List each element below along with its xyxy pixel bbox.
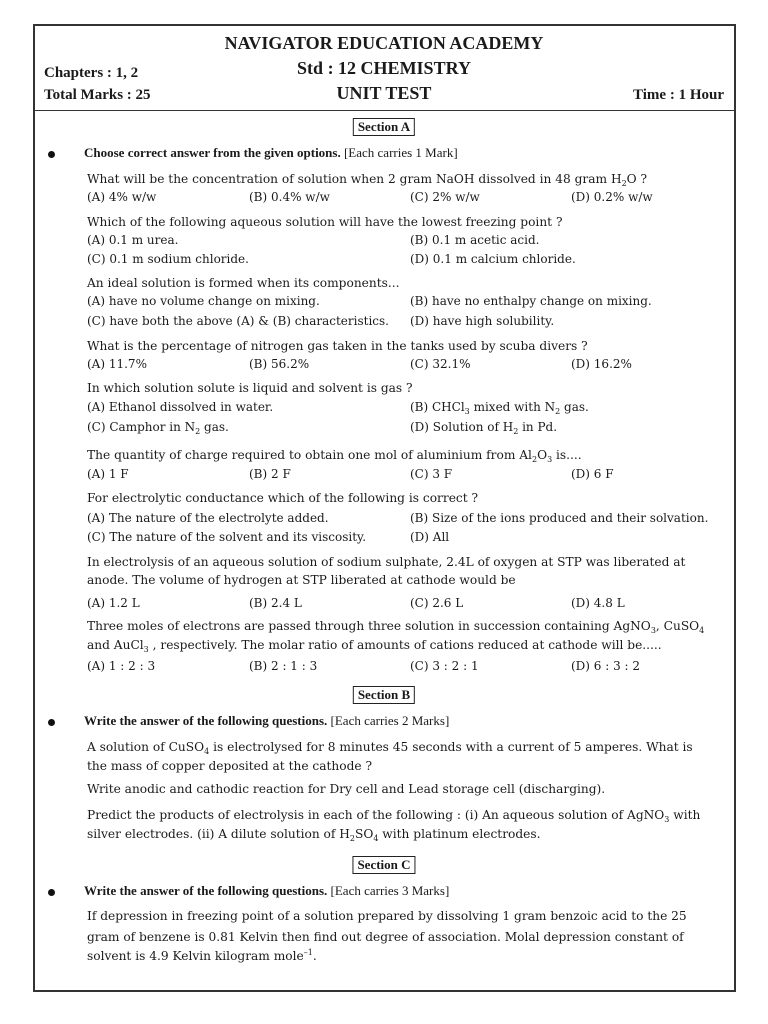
section-b-question-3-line-2: silver electrodes. (ii) A dilute solution of $H_2SO_4$ with platinum electrodes. <box>87 827 541 843</box>
option: (C) have both the above (A) & (B) characteristics. <box>87 314 389 328</box>
option: (C) 32.1% <box>410 357 471 371</box>
option: (B) Size of the ions produced and their solvation. <box>410 511 709 525</box>
section-b-question-1-line-2: the mass of copper deposited at the cathode ? <box>87 759 373 773</box>
option: (D) 0.2% w/w <box>571 190 653 204</box>
time-label: Time : 1 Hour <box>633 87 724 103</box>
option: (A) 1 : 2 : 3 <box>87 659 156 673</box>
question-6: The quantity of charge required to obtain one mol of aluminium from $Al_2O_3$ is.... <box>87 448 582 464</box>
question-5: In which solution solute is liquid and solvent is gas ? <box>87 381 413 395</box>
option: (A) Ethanol dissolved in water. <box>87 400 274 414</box>
option: (C) 0.1 m sodium chloride. <box>87 252 249 266</box>
section-c-title: Section C <box>352 856 415 874</box>
total-marks-label: Total Marks : 25 <box>44 87 151 103</box>
question-4: What is the percentage of nitrogen gas taken in the tanks used by scuba divers ? <box>87 339 588 353</box>
option: (C) 2.6 L <box>410 596 464 610</box>
test-title: UNIT TEST <box>336 83 432 103</box>
option: (D) 6 F <box>571 467 614 481</box>
question-3: An ideal solution is formed when its components... <box>87 276 400 290</box>
section-b-instruction: Write the answer of the following questions. [Each carries 2 Marks] <box>84 713 450 728</box>
option: (D) 6 : 3 : 2 <box>571 659 641 673</box>
section-c-question-1-line-3: solvent is 4.9 Kelvin kilogram mole$^{-1}$. <box>87 948 317 963</box>
section-a-title: Section A <box>353 118 415 136</box>
option: (A) 11.7% <box>87 357 147 371</box>
option: (B) 2 F <box>249 467 291 481</box>
bullet-icon <box>48 889 55 896</box>
section-c-question-1-line-1: If depression in freezing point of a solution prepared by dissolving 1 gram benzoic acid to the 25 <box>87 909 687 923</box>
section-c-question-1-line-2: gram of benzene is 0.81 Kelvin then find out degree of association. Molal depression constant of <box>87 930 684 944</box>
question-1: What will be the concentration of solution when 2 gram NaOH dissolved in 48 gram $H_2O$ ? <box>87 172 648 188</box>
option: (D) Solution of $H_2$ in Pd. <box>410 420 558 436</box>
option: (B) 2.4 L <box>249 596 302 610</box>
option: (B) 2 : 1 : 3 <box>249 659 318 673</box>
option: (D) All <box>410 530 450 544</box>
chapters-label: Chapters : 1, 2 <box>44 65 139 81</box>
option: (D) 4.8 L <box>571 596 625 610</box>
section-b-question-1-line-1: A solution of CuSO$_4$ is electrolysed for 8 minutes 45 seconds with a current of 5 amperes. What is <box>87 740 693 756</box>
option: (D) 0.1 m calcium chloride. <box>410 252 576 266</box>
option: (D) 16.2% <box>571 357 632 371</box>
section-b-title: Section B <box>353 686 415 704</box>
option: (A) The nature of the electrolyte added. <box>87 511 329 525</box>
option: (A) 1 F <box>87 467 129 481</box>
option: (A) 1.2 L <box>87 596 140 610</box>
academy-title: NAVIGATOR EDUCATION ACADEMY <box>224 33 544 53</box>
section-c-instruction: Write the answer of the following questions. [Each carries 3 Marks] <box>84 883 450 898</box>
question-8: In electrolysis of an aqueous solution of sodium sulphate, 2.4L of oxygen at STP was liberated at anode. The volume of hydrogen at STP liberated at cathode would be <box>87 555 686 587</box>
question-2: Which of the following aqueous solution will have the lowest freezing point ? <box>87 215 563 229</box>
option: (C) 3 : 2 : 1 <box>410 659 479 673</box>
option: (A) have no volume change on mixing. <box>87 294 320 308</box>
option: (C) 3 F <box>410 467 453 481</box>
bullet-icon <box>48 719 55 726</box>
section-a-instruction: Choose correct answer from the given options. [Each carries 1 Mark] <box>84 145 458 160</box>
section-b-question-2: Write anodic and cathodic reaction for Dry cell and Lead storage cell (discharging). <box>87 782 606 796</box>
option: (C) Camphor in $N_2$ gas. <box>87 420 229 436</box>
question-7: For electrolytic conductance which of the following is correct ? <box>87 491 479 505</box>
option: (D) have high solubility. <box>410 314 555 328</box>
option: (B) 0.1 m acetic acid. <box>410 233 540 247</box>
question-9-line-2: and AuCl$_3$ , respectively. The molar ratio of amounts of cations reduced at cathode will be..... <box>87 638 662 654</box>
standard-title: Std : 12 CHEMISTRY <box>297 58 471 78</box>
option: (B) have no enthalpy change on mixing. <box>410 294 652 308</box>
option: (A) 4% w/w <box>87 190 157 204</box>
option: (A) 0.1 m urea. <box>87 233 179 247</box>
option: (C) 2% w/w <box>410 190 480 204</box>
option: (C) The nature of the solvent and its viscosity. <box>87 530 367 544</box>
option: (B) CHCl$_3$ mixed with $N_2$ gas. <box>410 400 589 416</box>
header-divider <box>35 110 734 111</box>
question-9-line-1: Three moles of electrons are passed through three solution in succession containing AgNO$_3$, CuSO$_4$ <box>87 619 705 635</box>
bullet-icon <box>48 151 55 158</box>
option: (B) 0.4% w/w <box>249 190 330 204</box>
option: (B) 56.2% <box>249 357 310 371</box>
section-b-question-3-line-1: Predict the products of electrolysis in each of the following : (i) An aqueous solution of AgNO$_3$ with <box>87 808 701 824</box>
